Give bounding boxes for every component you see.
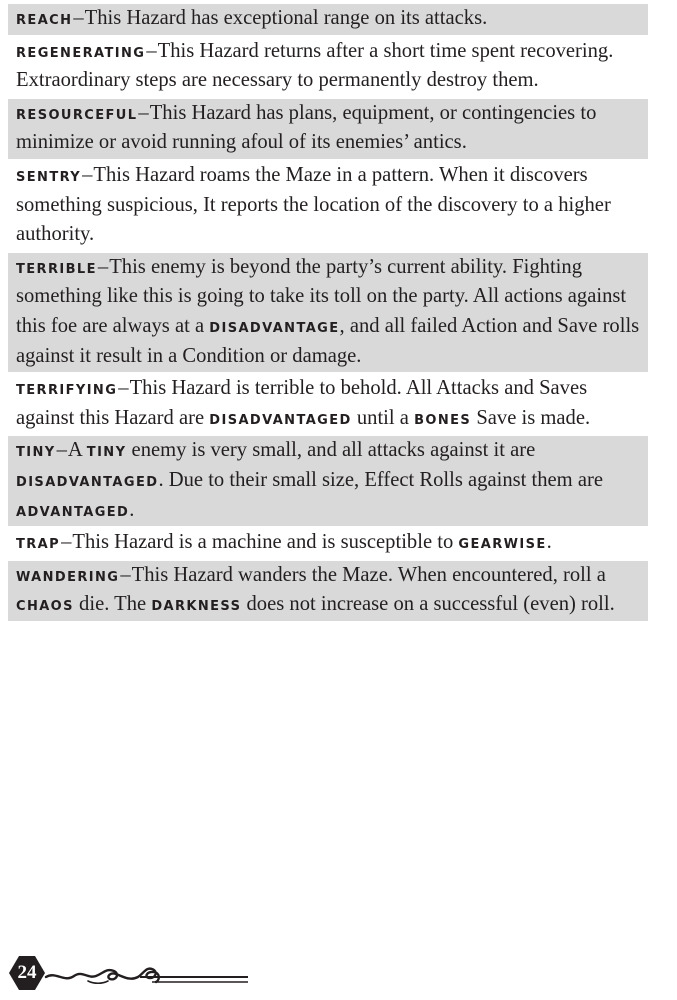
page-footer xyxy=(8,954,248,994)
keyword: gearwise xyxy=(458,531,547,554)
entry-description: This Hazard is a machine and is susceptible to xyxy=(72,531,459,554)
keyword: disadvantaged xyxy=(16,468,159,491)
entry-term: sentry xyxy=(16,163,82,186)
entry-dash: – xyxy=(138,101,149,124)
entry-term: wandering xyxy=(16,563,120,586)
flourish-divider-icon xyxy=(44,962,250,988)
entry-term: tiny xyxy=(16,439,56,462)
glossary-entry xyxy=(8,37,648,97)
glossary-entry xyxy=(8,528,648,559)
entry-term: resourceful xyxy=(16,101,138,124)
entry-description: This Hazard has plans, equipment, or contingencies to minimize or avoid running afoul of its enemies’ antics. xyxy=(16,101,597,154)
entry-description: . Due to their small size, Effect Rolls against them are xyxy=(158,468,603,491)
keyword: advantaged xyxy=(16,498,130,521)
keyword: chaos xyxy=(16,593,74,616)
entry-dash: – xyxy=(118,377,129,400)
entry-dash: – xyxy=(61,531,72,554)
glossary-entry xyxy=(8,374,648,434)
keyword: darkness xyxy=(151,593,242,616)
entry-dash: – xyxy=(82,163,93,186)
entry-description: does not increase on a successful (even) roll. xyxy=(241,593,615,616)
entry-description: This Hazard returns after a short time spent recovering. Extraordinary steps are necessary to permanently destroy them. xyxy=(16,39,614,92)
entry-dash: – xyxy=(120,563,131,586)
entry-description: This Hazard roams the Maze in a pattern. When it discovers something suspicious, It reports the location of the discovery to a higher authority. xyxy=(16,163,611,246)
entry-dash: – xyxy=(56,439,67,462)
entry-description: This Hazard has exceptional range on its attacks. xyxy=(84,7,488,29)
keyword: disadvantage xyxy=(209,314,340,337)
keyword: tiny xyxy=(86,439,127,462)
entry-description: This Hazard wanders the Maze. When encountered, roll a xyxy=(131,563,606,586)
entry-description: until a xyxy=(351,406,415,429)
glossary-entry xyxy=(8,253,648,372)
entry-dash: – xyxy=(97,255,109,278)
entry-term: reach xyxy=(16,7,73,29)
keyword: bones xyxy=(414,406,472,429)
entry-term: terrible xyxy=(16,255,97,278)
entry-term: terrifying xyxy=(16,377,118,400)
entry-description: . xyxy=(129,498,135,521)
glossary-entries xyxy=(8,4,648,623)
entry-dash: – xyxy=(146,39,157,62)
entry-description: A xyxy=(67,439,87,462)
glossary-entry xyxy=(8,436,648,526)
glossary-entry xyxy=(8,99,648,159)
entry-description: enemy is very small, and all attacks against it are xyxy=(126,439,536,462)
keyword: disadvantaged xyxy=(209,406,352,429)
entry-term: regenerating xyxy=(16,39,146,62)
entry-description: Save is made. xyxy=(471,406,591,429)
entry-description: This Hazard is terrible to behold. All Attacks and Saves against this Hazard are xyxy=(16,377,588,429)
glossary-entry xyxy=(8,561,648,621)
glossary-entry xyxy=(8,4,648,35)
page-number: 24 xyxy=(17,962,37,983)
glossary-entry xyxy=(8,161,648,251)
entry-description: , and all failed Action and Save rolls against it result in a Condition or damage. xyxy=(16,314,640,367)
entry-description: die. The xyxy=(73,593,152,616)
entry-dash: – xyxy=(73,7,84,29)
entry-description: . xyxy=(546,531,552,554)
entry-description: This enemy is beyond the party’s current ability. Fighting something like this is going to take its toll on the party. All actions against this foe are always at a xyxy=(16,255,627,337)
entry-term: trap xyxy=(16,531,61,554)
